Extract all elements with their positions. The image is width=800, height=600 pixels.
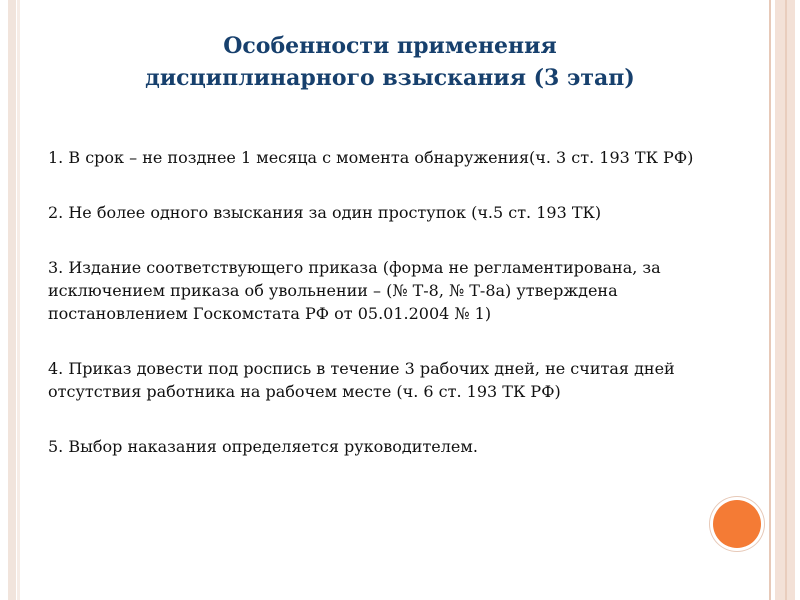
rules-list — [48, 146, 748, 490]
list-item: 5. Выбор наказания определяется руководителем. — [48, 437, 478, 456]
left-border-line — [17, 0, 20, 600]
list-item: 1. В срок – не позднее 1 месяца с момента обнаружения(ч. 3 ст. 193 ТК РФ) — [48, 148, 694, 167]
list-item: 2. Не более одного взыскания за один проступок (ч.5 ст. 193 ТК) — [48, 203, 602, 222]
list-item: 4. Приказ довести под роспись в течение 3 рабочих дней, не считая дней отсутствия работника на рабочем месте (ч. 6 ст. 193 ТК РФ) — [48, 359, 675, 401]
right-border-inner-line — [785, 0, 787, 600]
orange-circle-decoration — [713, 500, 761, 548]
slide-title-line-1: Особенности применения — [223, 33, 557, 59]
slide-title — [90, 30, 690, 94]
right-border-line — [769, 0, 771, 600]
list-item: 3. Издание соответствующего приказа (форма не регламентирована, за исключением приказа об увольнении – (№ Т-8, № Т-8а) утверждена постановлением Госкомстата РФ от 05.01.2004 № 1) — [48, 258, 661, 323]
slide-title-line-2: дисциплинарного взыскания (3 этап) — [145, 65, 635, 91]
left-border-stripe — [8, 0, 16, 600]
